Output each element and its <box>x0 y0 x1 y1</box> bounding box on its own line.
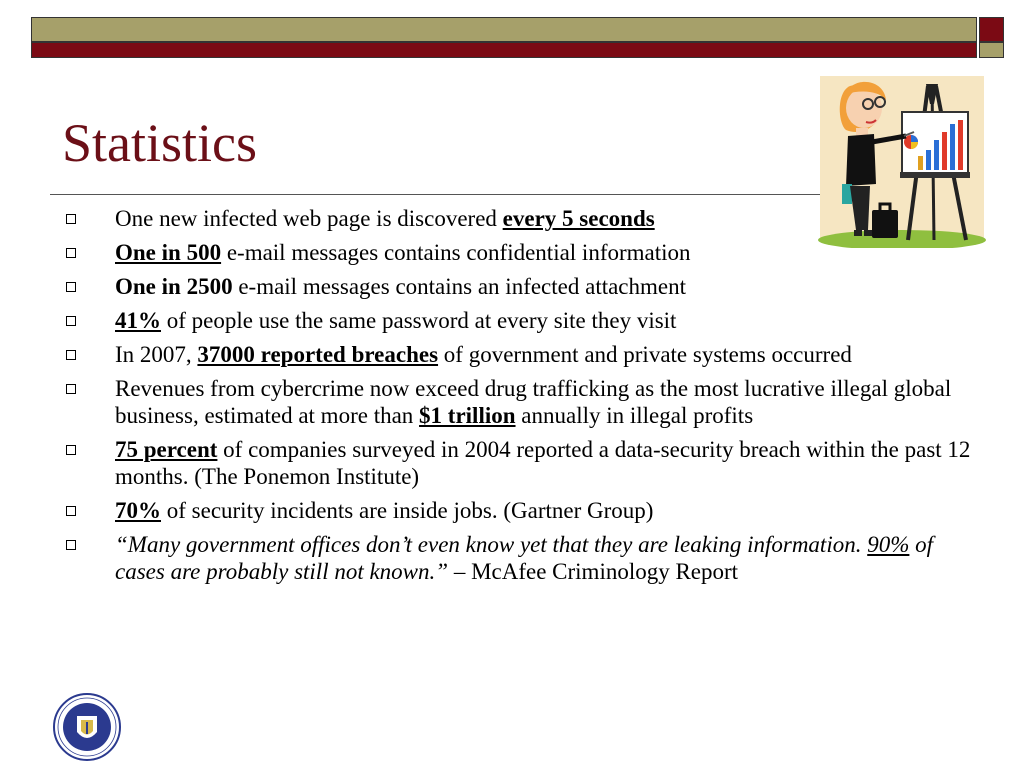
list-item: One in 2500 e-mail messages contains an infected attachment <box>60 273 972 300</box>
list-item: “Many government offices don’t even know yet that they are leaking information. 90% of cases are probably still not known.” – McAfee Criminology Report <box>60 531 972 585</box>
header-maroon-square <box>979 17 1004 42</box>
square-bullet-icon <box>66 350 76 360</box>
square-bullet-icon <box>66 316 76 326</box>
list-item: Revenues from cybercrime now exceed drug trafficking as the most lucrative illegal global business, estimated at more than $1 trillion annually in illegal profits <box>60 375 972 429</box>
list-item: One new infected web page is discovered every 5 seconds <box>60 205 972 232</box>
massachusetts-seal-icon <box>52 692 122 762</box>
square-bullet-icon <box>66 506 76 516</box>
header-maroon-bar <box>31 42 977 58</box>
list-item: In 2007, 37000 reported breaches of government and private systems occurred <box>60 341 972 368</box>
square-bullet-icon <box>66 445 76 455</box>
square-bullet-icon <box>66 248 76 258</box>
header-olive-bar <box>31 17 977 42</box>
slide-title: Statistics <box>62 113 258 173</box>
list-item: 70% of security incidents are inside jobs. (Gartner Group) <box>60 497 972 524</box>
square-bullet-icon <box>66 214 76 224</box>
header-olive-square <box>979 42 1004 58</box>
list-item: One in 500 e-mail messages contains confidential information <box>60 239 972 266</box>
statistics-list <box>60 205 972 592</box>
square-bullet-icon <box>66 384 76 394</box>
list-item: 41% of people use the same password at every site they visit <box>60 307 972 334</box>
square-bullet-icon <box>66 282 76 292</box>
square-bullet-icon <box>66 540 76 550</box>
list-item: 75 percent of companies surveyed in 2004 reported a data-security breach within the past 12 months. (The Ponemon Institute) <box>60 436 972 490</box>
